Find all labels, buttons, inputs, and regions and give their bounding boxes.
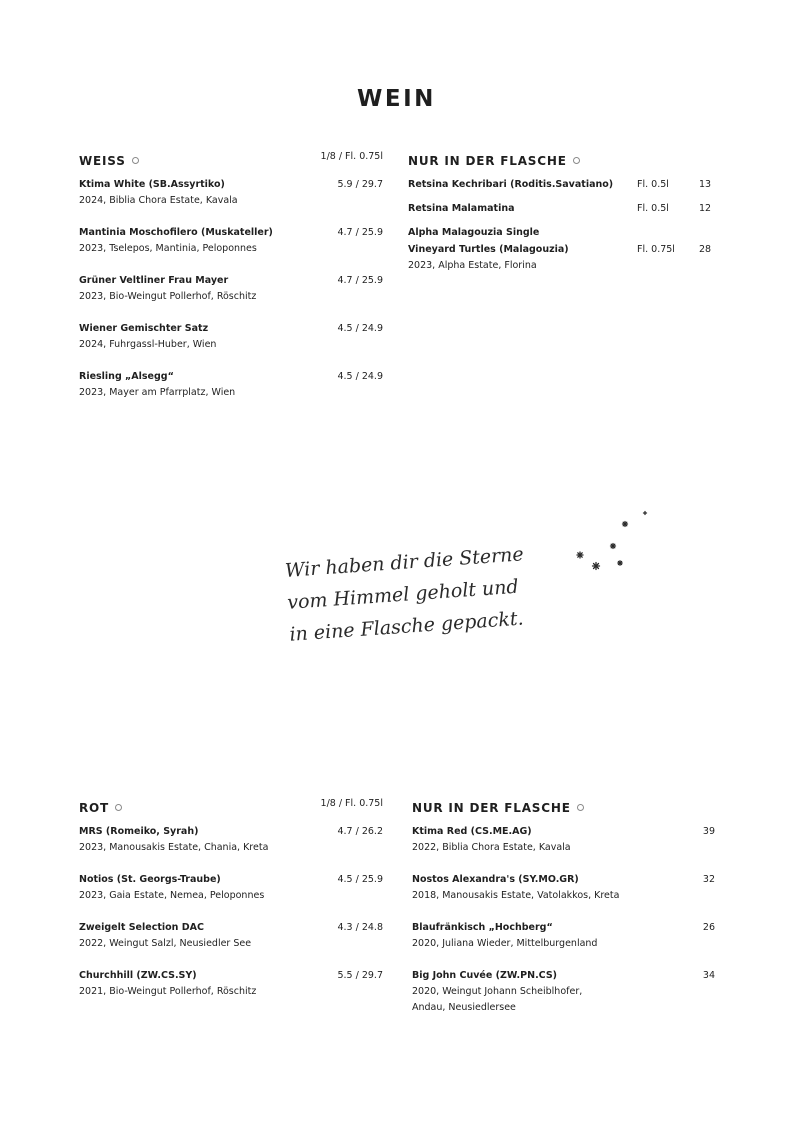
wine-price: 4.3 / 24.8 xyxy=(337,922,383,933)
wine-item xyxy=(79,176,383,216)
quote-line: vom Himmel geholt und xyxy=(286,575,520,614)
wine-item xyxy=(79,967,383,1007)
white-bottle-section xyxy=(408,150,714,274)
wine-item xyxy=(412,967,715,1023)
wine-name: Grüner Veltliner Frau Mayer xyxy=(79,275,229,286)
wine-item xyxy=(79,823,383,863)
wine-origin: 2023, Manousakis Estate, Chania, Kreta xyxy=(79,842,269,853)
wine-name: Mantinia Moschofilero (Muskateller) xyxy=(79,227,273,238)
circle-icon xyxy=(132,157,139,164)
section-header xyxy=(79,150,383,168)
section-title: ROT xyxy=(79,801,110,815)
wine-name: Retsina Malamatina xyxy=(408,203,515,214)
wine-origin-line1: 2020, Weingut Johann Scheiblhofer, xyxy=(412,986,583,997)
wine-name-line1: Alpha Malagouzia Single xyxy=(408,227,540,238)
wine-origin: 2024, Fuhrgassl-Huber, Wien xyxy=(79,339,217,350)
quote-line: Wir haben dir die Sterne xyxy=(284,543,525,582)
price-column-label: 1/8 / Fl. 0.75l xyxy=(320,798,383,809)
section-title: NUR IN DER FLASCHE xyxy=(408,154,567,168)
wine-price: 39 xyxy=(702,826,715,837)
wine-price: 4.7 / 26.2 xyxy=(337,826,383,837)
wine-item xyxy=(408,224,714,274)
wine-name: Blaufränkisch „Hochberg“ xyxy=(412,922,553,933)
wine-origin: 2021, Bio-Weingut Pollerhof, Röschitz xyxy=(79,986,257,997)
wine-item xyxy=(408,200,714,224)
section-title: WEISS xyxy=(79,154,126,168)
wine-item xyxy=(408,176,714,200)
wine-price: 5.9 / 29.7 xyxy=(337,179,383,190)
wine-origin-line2: Andau, Neusiedlersee xyxy=(412,1002,516,1013)
sparkle-stars-icon xyxy=(570,505,660,585)
wine-price: 32 xyxy=(702,874,715,885)
wine-origin: 2023, Mayer am Pfarrplatz, Wien xyxy=(79,387,236,398)
red-bottle-section xyxy=(412,797,715,1023)
wine-item xyxy=(79,368,383,408)
wine-origin: 2023, Gaia Estate, Nemea, Peloponnes xyxy=(79,890,265,901)
wine-price: 13 xyxy=(699,179,712,190)
circle-icon xyxy=(115,804,122,811)
wine-name: Retsina Kechribari (Roditis.Savatiano) xyxy=(408,179,614,190)
bottle-size: Fl. 0.5l xyxy=(637,203,669,214)
wine-item xyxy=(79,919,383,959)
wine-price: 4.5 / 24.9 xyxy=(337,371,383,382)
wine-name: Nostos Alexandra's (SY.MO.GR) xyxy=(412,874,579,885)
wine-origin: 2023, Tselepos, Mantinia, Peloponnes xyxy=(79,243,257,254)
wine-name: Zweigelt Selection DAC xyxy=(79,922,204,933)
wine-item xyxy=(79,320,383,360)
wine-price: 4.7 / 25.9 xyxy=(337,275,383,286)
wine-price: 4.5 / 24.9 xyxy=(337,323,383,334)
wine-item xyxy=(412,871,715,911)
quote-line: in eine Flasche gepackt. xyxy=(288,607,525,646)
wine-origin: 2023, Alpha Estate, Florina xyxy=(408,260,537,271)
wine-price: 12 xyxy=(699,203,712,214)
white-wine-section xyxy=(79,150,383,408)
wine-origin: 2023, Bio-Weingut Pollerhof, Röschitz xyxy=(79,291,257,302)
wine-name: Ktima Red (CS.ME.AG) xyxy=(412,826,532,837)
bottle-size: Fl. 0.75l xyxy=(637,244,675,255)
page-title: WEIN xyxy=(357,86,436,112)
wine-origin: 2022, Weingut Salzl, Neusiedler See xyxy=(79,938,252,949)
price-column-label: 1/8 / Fl. 0.75l xyxy=(320,151,383,162)
wine-name: Wiener Gemischter Satz xyxy=(79,323,209,334)
wine-origin: 2020, Juliana Wieder, Mittelburgenland xyxy=(412,938,598,949)
section-header xyxy=(408,150,714,168)
wine-name: Riesling „Alsegg“ xyxy=(79,371,174,382)
wine-item xyxy=(79,272,383,312)
circle-icon xyxy=(573,157,580,164)
wine-origin: 2022, Biblia Chora Estate, Kavala xyxy=(412,842,571,853)
wine-name: Ktima White (SB.Assyrtiko) xyxy=(79,179,225,190)
wine-name: Churchhill (ZW.CS.SY) xyxy=(79,970,197,981)
section-title: NUR IN DER FLASCHE xyxy=(412,801,571,815)
wine-item xyxy=(412,919,715,959)
wine-name-line2: Vineyard Turtles (Malagouzia) xyxy=(408,244,569,255)
wine-name: Notios (St. Georgs-Traube) xyxy=(79,874,221,885)
wine-name: MRS (Romeiko, Syrah) xyxy=(79,826,199,837)
red-wine-section xyxy=(79,797,383,1007)
wine-price: 4.5 / 25.9 xyxy=(337,874,383,885)
section-header xyxy=(79,797,383,815)
wine-name: Big John Cuvée (ZW.PN.CS) xyxy=(412,970,558,981)
section-header xyxy=(412,797,715,815)
wine-price: 34 xyxy=(702,970,715,981)
bottle-size: Fl. 0.5l xyxy=(637,179,669,190)
wine-price: 28 xyxy=(699,244,712,255)
circle-icon xyxy=(577,804,584,811)
handwritten-quote xyxy=(284,538,540,651)
wine-item xyxy=(412,823,715,863)
wine-price: 5.5 / 29.7 xyxy=(337,970,383,981)
wine-origin: 2024, Biblia Chora Estate, Kavala xyxy=(79,195,238,206)
wine-price: 4.7 / 25.9 xyxy=(337,227,383,238)
wine-item xyxy=(79,871,383,911)
wine-item xyxy=(79,224,383,264)
wine-origin: 2018, Manousakis Estate, Vatolakkos, Kreta xyxy=(412,890,620,901)
wine-price: 26 xyxy=(702,922,715,933)
